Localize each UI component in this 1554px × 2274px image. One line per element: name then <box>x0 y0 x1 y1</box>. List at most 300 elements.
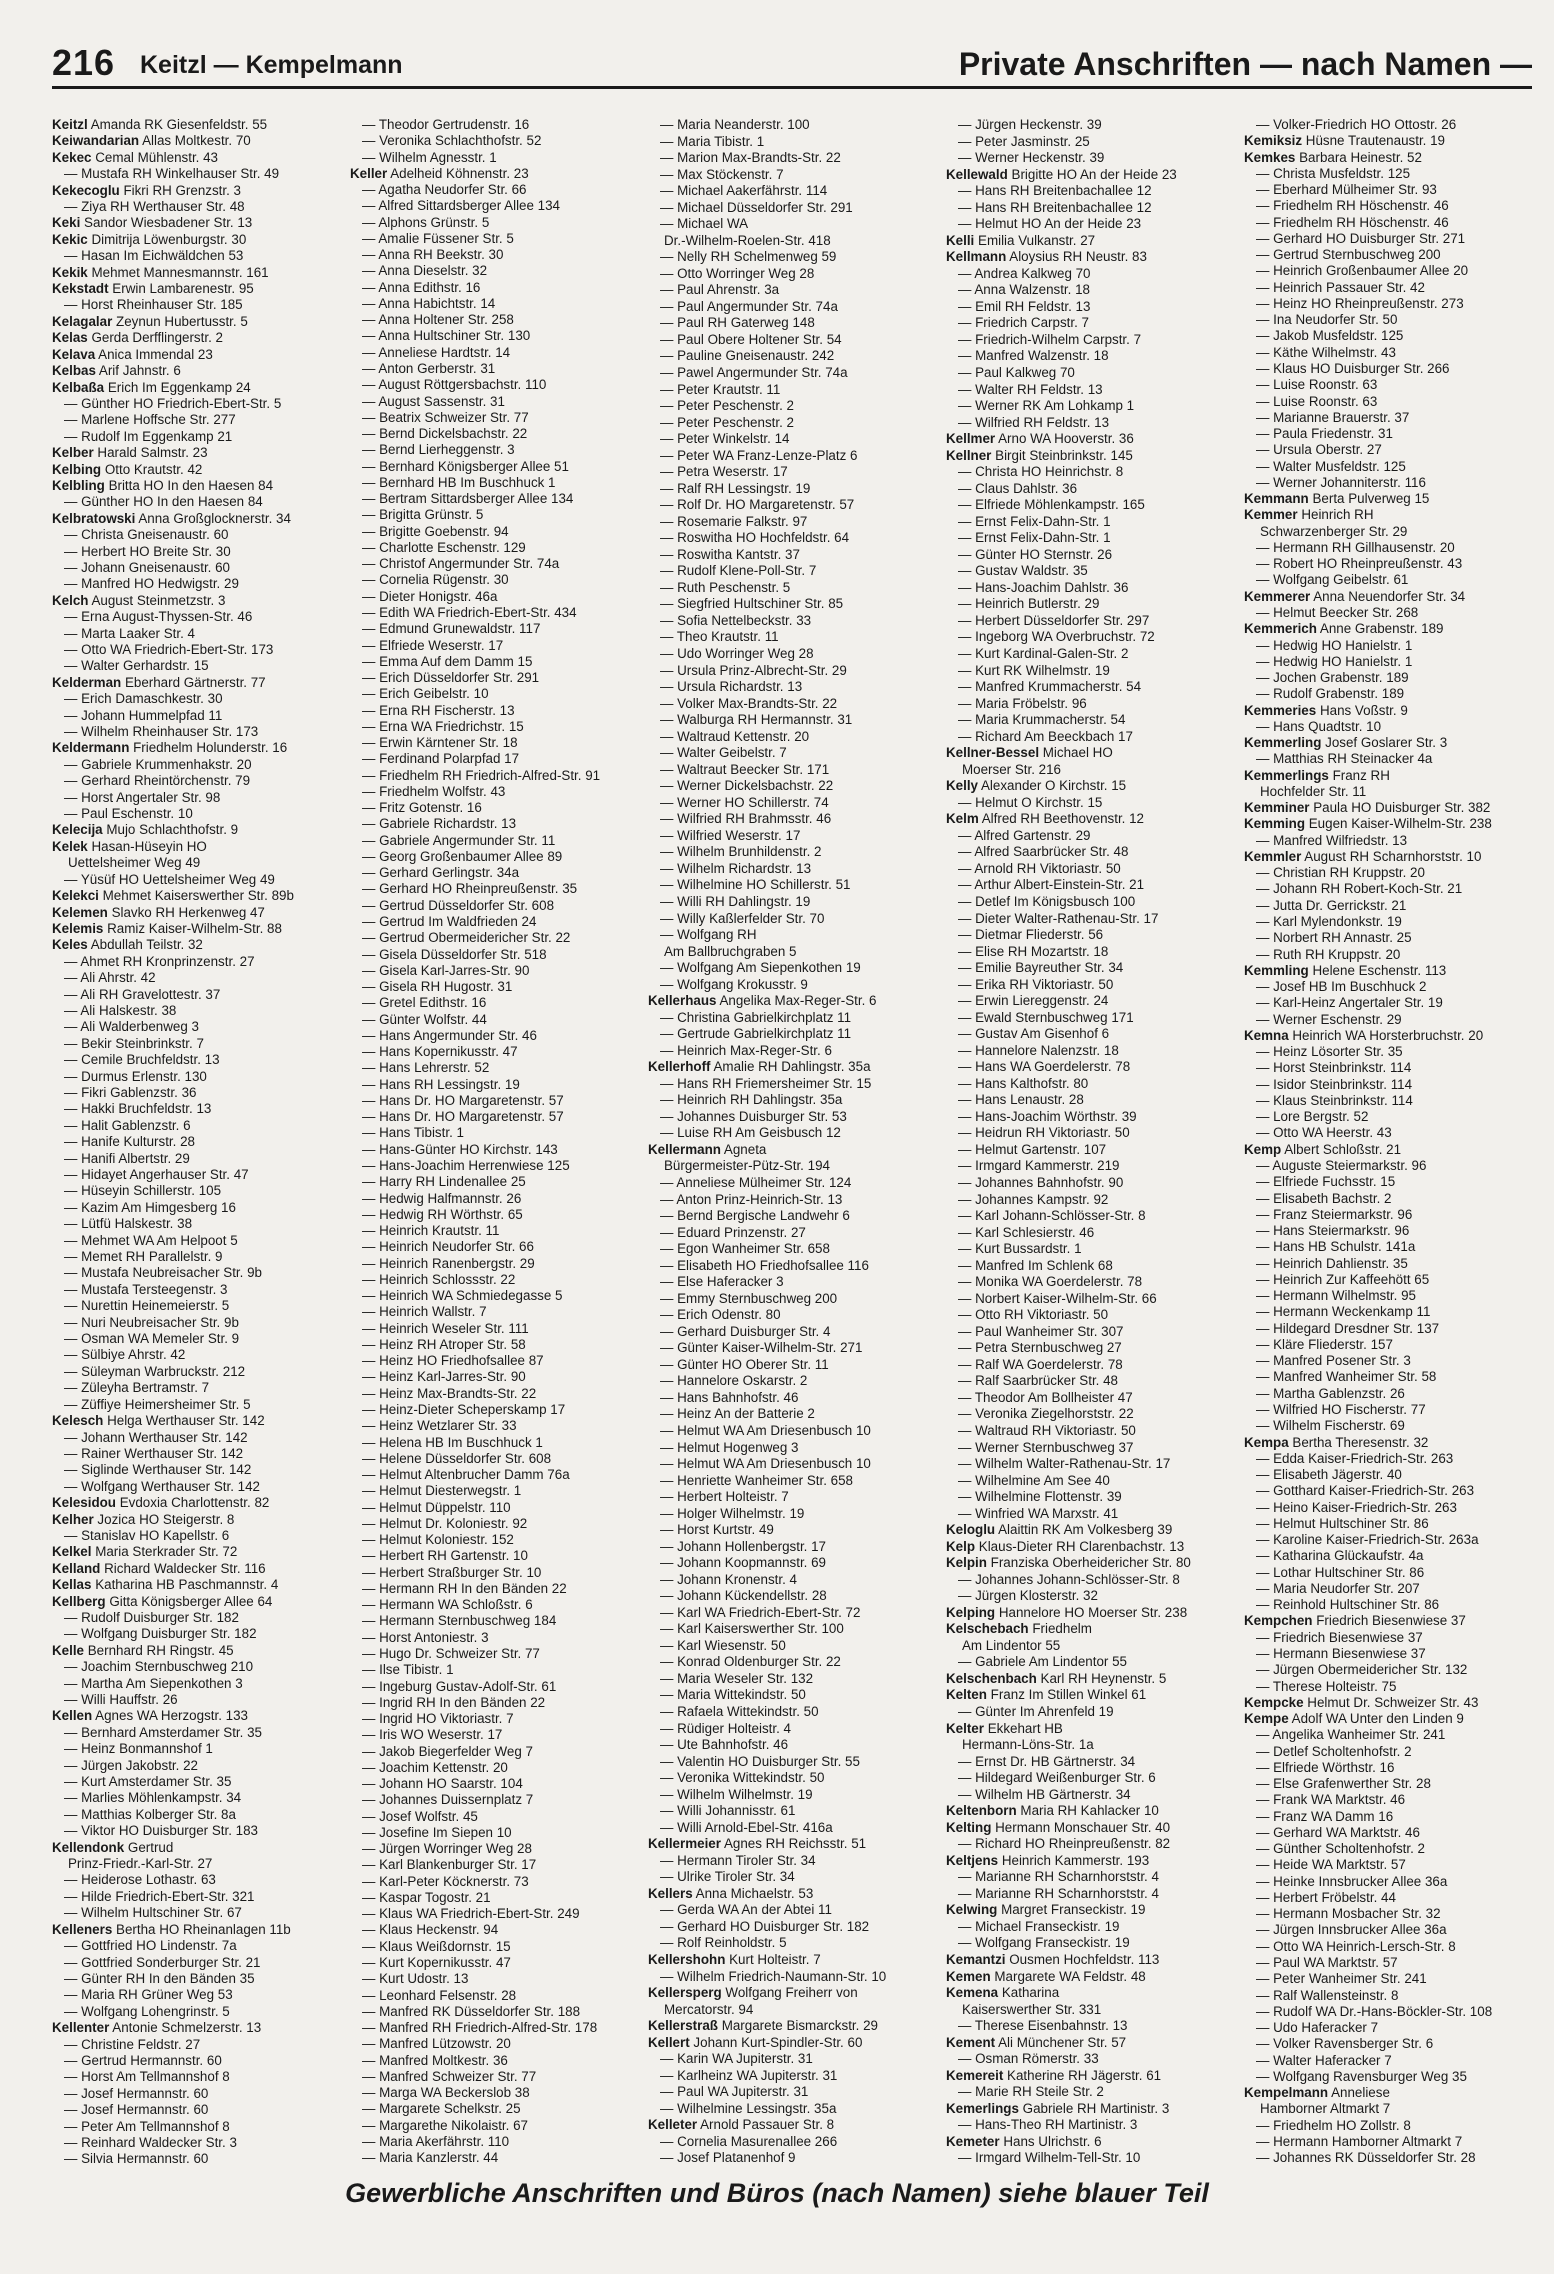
directory-entry <box>1244 1450 1532 1466</box>
entry-surname: Kempa <box>1244 1434 1289 1450</box>
entry-text: — Wilhelm Walter-Rathenau-Str. 17 <box>958 1456 1171 1472</box>
entry-text: — Hermann Hamborner Altmarkt 7 <box>1256 2133 1463 2149</box>
entry-text: — Winfried WA Marxstr. 41 <box>958 1505 1119 1521</box>
entry-text: — Johann Gneisenaustr. 60 <box>64 559 231 575</box>
directory-entry <box>1244 2100 1532 2116</box>
directory-entry <box>648 1157 936 1174</box>
entry-text: — Memet RH Parallelstr. 9 <box>64 1249 223 1265</box>
entry-text: — Hermann Tiroler Str. 34 <box>660 1852 816 1868</box>
directory-entry <box>648 1108 936 1125</box>
directory-entry <box>350 1954 638 1970</box>
directory-entry <box>52 838 340 854</box>
entry-text: Agnes RH Reichsstr. 51 <box>723 1836 867 1852</box>
entry-text: — Gottfried HO Lindenstr. 7a <box>64 1938 237 1954</box>
directory-entry <box>350 1726 638 1742</box>
entry-text: — Mustafa RH Winkelhauser Str. 49 <box>64 166 280 182</box>
directory-entry <box>648 414 936 431</box>
directory-entry <box>350 1678 638 1694</box>
directory-entry <box>946 860 1234 877</box>
directory-entry <box>648 133 936 150</box>
directory-entry <box>52 2003 340 2019</box>
entry-text: — Hedwig HO Hanielstr. 1 <box>1256 653 1413 669</box>
entry-text: — Horst Kurtstr. 49 <box>660 1522 774 1538</box>
directory-entry <box>648 1224 936 1241</box>
directory-entry <box>1244 815 1532 831</box>
entry-text: — Wilhelmine Flottenstr. 39 <box>958 1489 1122 1505</box>
entry-text: — Osman WA Memeler Str. 9 <box>64 1331 240 1347</box>
entry-text: — Rüdiger Holteistr. 4 <box>660 1720 791 1736</box>
entry-text: — Erich Odenstr. 80 <box>660 1307 781 1323</box>
directory-entry <box>648 943 936 960</box>
directory-entry <box>350 165 638 181</box>
entry-text: — Peter Wanheimer Str. 241 <box>1256 1971 1427 1987</box>
directory-entry <box>648 480 936 497</box>
directory-entry <box>52 1182 340 1198</box>
entry-text: Barbara Heinestr. 52 <box>1299 149 1422 165</box>
entry-text: — Maria Akerfährstr. 110 <box>362 2133 510 2149</box>
directory-entry <box>648 1604 936 1621</box>
directory-entry <box>648 1736 936 1753</box>
directory-entry <box>946 1157 1234 1174</box>
directory-entry <box>1244 1011 1532 1027</box>
directory-entry <box>52 1625 340 1641</box>
directory-entry <box>1244 1824 1532 1840</box>
entry-text: — Wilhelm Fischerstr. 69 <box>1256 1418 1405 1434</box>
directory-entry <box>946 1405 1234 1422</box>
directory-entry <box>350 344 638 360</box>
entry-text: — Hannelore Nalenzstr. 18 <box>958 1042 1119 1058</box>
entry-text: — Hans-Joachim Herrenwiese 125 <box>362 1158 570 1173</box>
directory-entry <box>1244 1547 1532 1563</box>
directory-entry <box>52 1970 340 1986</box>
entry-text: — Wilhelm Rheinhauser Str. 173 <box>64 724 259 740</box>
entry-text: — Johannes Kampstr. 92 <box>958 1191 1109 1207</box>
entry-text: — Sülbiye Ahrstr. 42 <box>64 1347 186 1363</box>
directory-entry <box>648 1620 936 1637</box>
entry-surname: Kempchen <box>1244 1613 1313 1629</box>
page-range: Keitzl — Kempelmann <box>140 51 403 79</box>
directory-entry <box>350 1222 638 1238</box>
directory-entry <box>648 1339 936 1356</box>
directory-entry <box>946 1505 1234 1522</box>
directory-entry <box>648 1488 936 1505</box>
entry-text: — Erich Geibelstr. 10 <box>362 686 489 702</box>
entry-surname: Kemeter <box>946 2133 1000 2149</box>
entry-text: Agneta <box>723 1141 767 1157</box>
entry-text: — Günther HO In den Haesen 84 <box>64 494 263 510</box>
directory-entry <box>1244 1873 1532 1889</box>
entry-surname: Kellmann <box>946 249 1007 265</box>
directory-entry <box>946 1224 1234 1241</box>
entry-text: — Wilhelm Wilhelmstr. 19 <box>660 1786 813 1802</box>
directory-entry <box>350 1303 638 1319</box>
directory-entry <box>52 1051 340 1067</box>
directory-entry <box>52 674 340 690</box>
directory-entry <box>52 428 340 444</box>
entry-text: — Karin WA Jupiterstr. 31 <box>660 2051 813 2067</box>
directory-entry <box>350 1743 638 1759</box>
entry-surname: Kellermann <box>648 1141 721 1157</box>
directory-entry <box>52 231 340 247</box>
directory-entry <box>1244 978 1532 994</box>
entry-text: — Else Grafenwerther Str. 28 <box>1256 1776 1431 1792</box>
directory-entry <box>648 1075 936 1092</box>
entry-text: — Ingrid RH In den Bänden 22 <box>362 1694 546 1710</box>
entry-text: — Edmund Grunewaldstr. 117 <box>362 621 541 637</box>
entry-text: — Hildegard Weißenburger Str. 6 <box>958 1770 1156 1786</box>
directory-entry <box>1244 620 1532 636</box>
entry-text: — Helene Düsseldorfer Str. 608 <box>362 1450 552 1466</box>
directory-entry <box>350 588 638 604</box>
entry-text: — Paul WA Marktstr. 57 <box>1256 1955 1398 1971</box>
entry-text: — Mehmet WA Am Helpoot 5 <box>64 1232 238 1248</box>
entry-text: — Beatrix Schweizer Str. 77 <box>362 409 529 425</box>
entry-surname: Kelp <box>946 1538 976 1554</box>
entry-text: — Roswitha HO Hochfeldstr. 64 <box>660 530 850 546</box>
directory-entry <box>52 461 340 477</box>
directory-entry <box>52 1871 340 1887</box>
directory-entry <box>946 843 1234 860</box>
directory-entry <box>648 612 936 629</box>
entry-text: — Emil RH Feldstr. 13 <box>958 298 1091 314</box>
entry-text: — Anna Walzenstr. 18 <box>958 282 1090 298</box>
entry-text: — Ralf Saarbrücker Str. 48 <box>958 1373 1119 1389</box>
entry-text: — Franz Steiermarkstr. 96 <box>1256 1206 1413 1222</box>
entry-text: — Margarethe Nikolaistr. 67 <box>362 2117 528 2133</box>
entry-surname: Kempelmann <box>1244 2085 1329 2101</box>
entry-text: — Rudolf Klene-Poll-Str. 7 <box>660 563 817 579</box>
directory-entry <box>350 1320 638 1336</box>
entry-text: — Otto WA Heinrich-Lersch-Str. 8 <box>1256 1938 1456 1954</box>
entry-text: — Katharina Glückaufstr. 4a <box>1256 1548 1424 1564</box>
directory-entry <box>946 397 1234 414</box>
directory-entry <box>52 1691 340 1707</box>
entry-surname: Kelpin <box>946 1555 987 1571</box>
entry-text: — Richard Am Beeckbach 17 <box>958 728 1133 744</box>
entry-text: — Manfred Posener Str. 3 <box>1256 1353 1411 1369</box>
entry-text: — Veronika Wittekindstr. 50 <box>660 1770 825 1786</box>
directory-entry <box>350 799 638 815</box>
entry-text: — Werner HO Schillerstr. 74 <box>660 794 829 810</box>
entry-text: — Holger Wilhelmstr. 19 <box>660 1505 805 1521</box>
directory-entry <box>946 1934 1234 1951</box>
directory-entry <box>1244 523 1532 539</box>
directory-entry <box>52 1445 340 1461</box>
entry-text: — Detlef Im Königsbusch 100 <box>958 893 1136 909</box>
directory-entry <box>1244 1970 1532 1986</box>
directory-entry <box>350 149 638 165</box>
entry-text: — Horst Steinbrinkstr. 114 <box>1256 1060 1412 1076</box>
entry-text: Anne Grabenstr. 189 <box>1319 621 1444 637</box>
entry-text: — Heinz Wetzlarer Str. 33 <box>362 1418 517 1434</box>
entry-text: — Roswitha Kantstr. 37 <box>660 546 800 562</box>
entry-text: — Isidor Steinbrinkstr. 114 <box>1256 1076 1413 1092</box>
entry-text: — Gerhard Gerlingstr. 34a <box>362 865 520 881</box>
directory-entry <box>648 1703 936 1720</box>
entry-text: — Wilhelmine Am See 40 <box>958 1472 1110 1488</box>
entry-text: Prinz-Friedr.-Karl-Str. 27 <box>68 1856 213 1872</box>
entry-text: — Anna Edithstr. 16 <box>362 279 481 295</box>
entry-text: — Karl WA Friedrich-Ebert-Str. 72 <box>660 1604 861 1620</box>
directory-entry <box>1244 946 1532 962</box>
entry-text: Dimitrija Löwenburgstr. 30 <box>91 231 247 247</box>
directory-entry <box>350 685 638 701</box>
entry-surname: Kellerstraß <box>648 2018 718 2034</box>
entry-text: — Manfred Walzenstr. 18 <box>958 348 1109 364</box>
directory-entry <box>946 1968 1234 1985</box>
entry-surname: Kellner <box>946 447 992 463</box>
directory-entry <box>52 510 340 526</box>
directory-entry <box>1244 1173 1532 1189</box>
directory-entry <box>52 1379 340 1395</box>
entry-text: — Erwin Kärntener Str. 18 <box>362 735 518 751</box>
entry-text: — Hans Tibistr. 1 <box>362 1125 464 1141</box>
entry-text: Eberhard Gärtnerstr. 77 <box>124 674 266 690</box>
directory-entry <box>52 362 340 378</box>
entry-text: — Ruth Peschenstr. 5 <box>660 579 791 595</box>
directory-entry <box>1244 1856 1532 1872</box>
directory-entry <box>1244 1108 1532 1124</box>
directory-entry <box>946 810 1234 827</box>
entry-text: — Heinrich Neudorfer Str. 66 <box>362 1239 534 1255</box>
entry-text: Hans Ulrichstr. 6 <box>1003 2133 1102 2149</box>
entry-text: Kaiserswerther Str. 331 <box>962 2001 1102 2017</box>
entry-text: — Marianne Brauerstr. 37 <box>1256 409 1410 425</box>
directory-entry <box>648 199 936 216</box>
entry-text: — Hanifi Albertstr. 29 <box>64 1150 190 1166</box>
entry-text: — Friedhelm Wolfstr. 43 <box>362 783 506 799</box>
entry-text: — Ali RH Gravelottestr. 37 <box>64 986 221 1002</box>
entry-text: — Willi RH Dahlingstr. 19 <box>660 893 811 909</box>
directory-entry <box>648 2067 936 2084</box>
directory-entry <box>52 346 340 362</box>
directory-entry <box>52 1264 340 1280</box>
entry-text: — Horst Rheinhauser Str. 185 <box>64 297 243 313</box>
entry-text: Arif Jahnstr. 6 <box>98 363 181 379</box>
entry-text: — Hans-Theo RH Martinistr. 3 <box>958 2117 1138 2133</box>
entry-text: — Hans-Joachim Wörthstr. 39 <box>958 1108 1137 1124</box>
directory-entry <box>350 1206 638 1222</box>
directory-entry <box>946 298 1234 315</box>
directory-entry <box>648 1191 936 1208</box>
directory-entry <box>52 1789 340 1805</box>
entry-text: — Friedhelm RH Friedrich-Alfred-Str. 91 <box>362 767 601 783</box>
directory-entry <box>52 1822 340 1838</box>
entry-text: Heinrich RH <box>1301 507 1374 523</box>
directory-entry <box>946 182 1234 199</box>
directory-entry <box>648 959 936 976</box>
directory-entry <box>648 364 936 381</box>
directory-entry <box>350 929 638 945</box>
entry-text: — Egon Wanheimer Str. 658 <box>660 1241 830 1257</box>
directory-entry <box>946 149 1234 166</box>
entry-surname: Kelch <box>52 592 89 608</box>
entry-surname: Kelschenbach <box>946 1670 1037 1686</box>
entry-text: — Peter WA Franz-Lenze-Platz 6 <box>660 447 858 463</box>
entry-text: — Anna Habichtstr. 14 <box>362 295 496 311</box>
directory-entry <box>350 1450 638 1466</box>
entry-text: — Josef Hermannstr. 60 <box>64 2085 209 2101</box>
entry-text: — Maria Krummacherstr. 54 <box>958 712 1126 728</box>
entry-text: — Hüseyin Schillerstr. 105 <box>64 1183 222 1199</box>
directory-entry <box>648 1521 936 1538</box>
entry-text: Dr.-Wilhelm-Roelen-Str. 418 <box>664 232 831 248</box>
entry-text: — Willi Johannisstr. 61 <box>660 1803 796 1819</box>
entry-surname: Kelemen <box>52 904 108 920</box>
entry-text: — Nelly RH Schelmenweg 59 <box>660 249 837 265</box>
entry-text: — Heinz-Dieter Scheperskamp 17 <box>362 1401 566 1417</box>
directory-entry <box>52 1297 340 1313</box>
directory-entry <box>946 1786 1234 1803</box>
entry-text: Katherine RH Jägerstr. 61 <box>1007 2067 1162 2083</box>
entry-text: — Ralf WA Goerdelerstr. 78 <box>958 1356 1123 1372</box>
directory-entry <box>1244 637 1532 653</box>
entry-text: Mehmet Kaiserswerther Str. 89b <box>102 888 294 904</box>
entry-text: — Arnold RH Viktoriastr. 50 <box>958 860 1121 876</box>
entry-text: — Heidrun RH Viktoriastr. 50 <box>958 1125 1130 1141</box>
entry-text: — Anton Prinz-Heinrich-Str. 13 <box>660 1191 843 1207</box>
entry-text: — Johann Kückendellstr. 28 <box>660 1588 827 1604</box>
directory-entry <box>648 926 936 943</box>
directory-entry <box>946 1108 1234 1125</box>
directory-entry <box>350 1808 638 1824</box>
entry-text: — Günter Im Ahrenfeld 19 <box>958 1704 1114 1719</box>
entry-text: — Rudolf Grabenstr. 189 <box>1256 686 1405 702</box>
entry-text: Birgit Steinbrinkstr. 145 <box>995 447 1133 463</box>
directory-entry <box>946 1042 1234 1059</box>
directory-entry <box>648 1273 936 1290</box>
entry-surname: Keltenborn <box>946 1803 1017 1819</box>
entry-text: — Heino Kaiser-Friedrich-Str. 263 <box>1256 1499 1457 1515</box>
directory-entry <box>52 1018 340 1034</box>
entry-surname: Kemerlings <box>946 2100 1019 2116</box>
entry-text: — Gertrude Gabrielkirchplatz 11 <box>660 1026 852 1042</box>
directory-entry <box>648 2017 936 2034</box>
entry-text: — Willi Hauffstr. 26 <box>64 1692 178 1707</box>
directory-entry <box>52 904 340 920</box>
directory-entry <box>946 2001 1234 2018</box>
entry-text: — Charlotte Eschenstr. 129 <box>362 539 526 555</box>
entry-text: — Rudolf Im Eggenkamp 21 <box>64 428 233 444</box>
directory-entry <box>1244 1710 1532 1726</box>
entry-text: — Manfred Moltkestr. 36 <box>362 2052 508 2068</box>
entry-text: — Ulrike Tiroler Str. 34 <box>660 1869 795 1885</box>
directory-column <box>946 116 1234 2166</box>
entry-text: — Horst Am Tellmannshof 8 <box>64 2069 230 2085</box>
directory-entry <box>648 1207 936 1224</box>
directory-entry <box>350 2003 638 2019</box>
entry-text: — Peter Jasminstr. 25 <box>958 133 1090 149</box>
directory-entry <box>648 1885 936 1902</box>
entry-text: — Jürgen Worringer Weg 28 <box>362 1841 532 1857</box>
entry-text: Hermann Monschauer Str. 40 <box>995 1819 1171 1835</box>
directory-entry <box>1244 994 1532 1010</box>
entry-text: Otto Krautstr. 42 <box>104 461 203 477</box>
entry-text: — Marlene Hoffsche Str. 277 <box>64 412 236 428</box>
entry-text: Bertha HO Rheinanlagen 11b <box>116 1921 291 1937</box>
entry-text: — Helmut Hultschiner Str. 86 <box>1256 1515 1429 1531</box>
entry-text: — Ahmet RH Kronprinzenstr. 27 <box>64 953 255 969</box>
directory-entry <box>350 181 638 197</box>
directory-entry <box>1244 230 1532 246</box>
entry-text: — Anneliese Hardtstr. 14 <box>362 344 511 360</box>
entry-text: — Hakki Bruchfeldstr. 13 <box>64 1101 212 1117</box>
entry-text: — Detlef Scholtenhofstr. 2 <box>1256 1743 1412 1759</box>
directory-entry <box>52 493 340 509</box>
entry-text: Margarete WA Feldstr. 48 <box>994 1968 1146 1984</box>
entry-text: Helene Eschenstr. 113 <box>1312 962 1447 978</box>
directory-entry <box>52 2101 340 2117</box>
directory-entry <box>1244 1092 1532 1108</box>
entry-text: — Hermann Sternbuschweg 184 <box>362 1613 557 1629</box>
directory-entry <box>1244 1190 1532 1206</box>
directory-entry <box>648 397 936 414</box>
entry-surname: Kemereit <box>946 2067 1004 2083</box>
directory-entry <box>946 1240 1234 1257</box>
entry-text: — Wolfgang Ravensburger Weg 35 <box>1256 2068 1467 2084</box>
directory-entry <box>350 1124 638 1140</box>
directory-entry <box>350 1905 638 1921</box>
directory-entry <box>350 1466 638 1482</box>
directory-entry <box>648 2100 936 2117</box>
entry-text: — Christina Gabrielkirchplatz 11 <box>660 1009 852 1025</box>
entry-text: — Karl Mylendonkstr. 19 <box>1256 914 1402 930</box>
entry-text: — Heinz Bonmannshof 1 <box>64 1741 213 1757</box>
entry-text: — Jakob Musfeldstr. 125 <box>1256 328 1404 344</box>
directory-entry <box>1244 1076 1532 1092</box>
entry-surname: Kellas <box>52 1577 92 1593</box>
directory-entry <box>350 523 638 539</box>
entry-text: — Gerhard HO Duisburger Str. 182 <box>660 1918 870 1934</box>
entry-text: Erich Im Eggenkamp 24 <box>107 379 251 395</box>
directory-entry <box>946 331 1234 348</box>
directory-entry <box>946 199 1234 216</box>
directory-entry <box>1244 1287 1532 1303</box>
entry-text: — Siglinde Werthauser Str. 142 <box>64 1462 252 1478</box>
entry-text: — Hermann Weckenkamp 11 <box>1256 1304 1431 1320</box>
directory-entry <box>946 430 1234 447</box>
entry-text: — Jakob Biegerfelder Weg 7 <box>362 1743 533 1759</box>
directory-entry <box>52 1675 340 1691</box>
entry-text: — Maria Tibistr. 1 <box>660 133 765 149</box>
directory-entry <box>52 657 340 673</box>
entry-text: — Hugo Dr. Schweizer Str. 77 <box>362 1645 540 1661</box>
entry-text: — Marianne RH Scharnhorststr. 4 <box>958 1869 1159 1885</box>
entry-text: — Heinrich Zur Kaffeehött 65 <box>1256 1271 1430 1287</box>
entry-text: Angelika Max-Reger-Str. 6 <box>719 993 877 1009</box>
entry-text: — Wilhelm HB Gärtnerstr. 34 <box>958 1786 1131 1802</box>
entry-surname: Kellberg <box>52 1593 106 1609</box>
entry-text: — Hans Kalthofstr. 80 <box>958 1075 1089 1091</box>
entry-text: — Norbert Kaiser-Wilhelm-Str. 66 <box>958 1290 1157 1306</box>
entry-text: — Ralf Wallensteinstr. 8 <box>1256 1987 1399 2003</box>
entry-text: — Marie RH Steile Str. 2 <box>958 2084 1104 2100</box>
entry-surname: Kelderman <box>52 674 122 690</box>
entry-text: — Rafaela Wittekindstr. 50 <box>660 1704 819 1719</box>
directory-entry <box>52 1199 340 1215</box>
directory-entry <box>350 1921 638 1937</box>
directory-entry <box>350 1076 638 1092</box>
entry-text: — Karl-Heinz Angertaler Str. 19 <box>1256 995 1443 1011</box>
entry-text: — Wolfgang Krokusstr. 9 <box>660 976 808 992</box>
directory-entry <box>52 887 340 903</box>
entry-text: Hüsne Trautenaustr. 19 <box>1305 133 1445 149</box>
entry-text: — Wolfgang Franseckistr. 19 <box>958 1935 1130 1951</box>
directory-entry <box>946 1339 1234 1356</box>
entry-surname: Kellershohn <box>648 1951 726 1967</box>
entry-surname: Keitzl <box>52 117 88 132</box>
entry-text: — Helmut Koloniestr. 152 <box>362 1532 514 1548</box>
